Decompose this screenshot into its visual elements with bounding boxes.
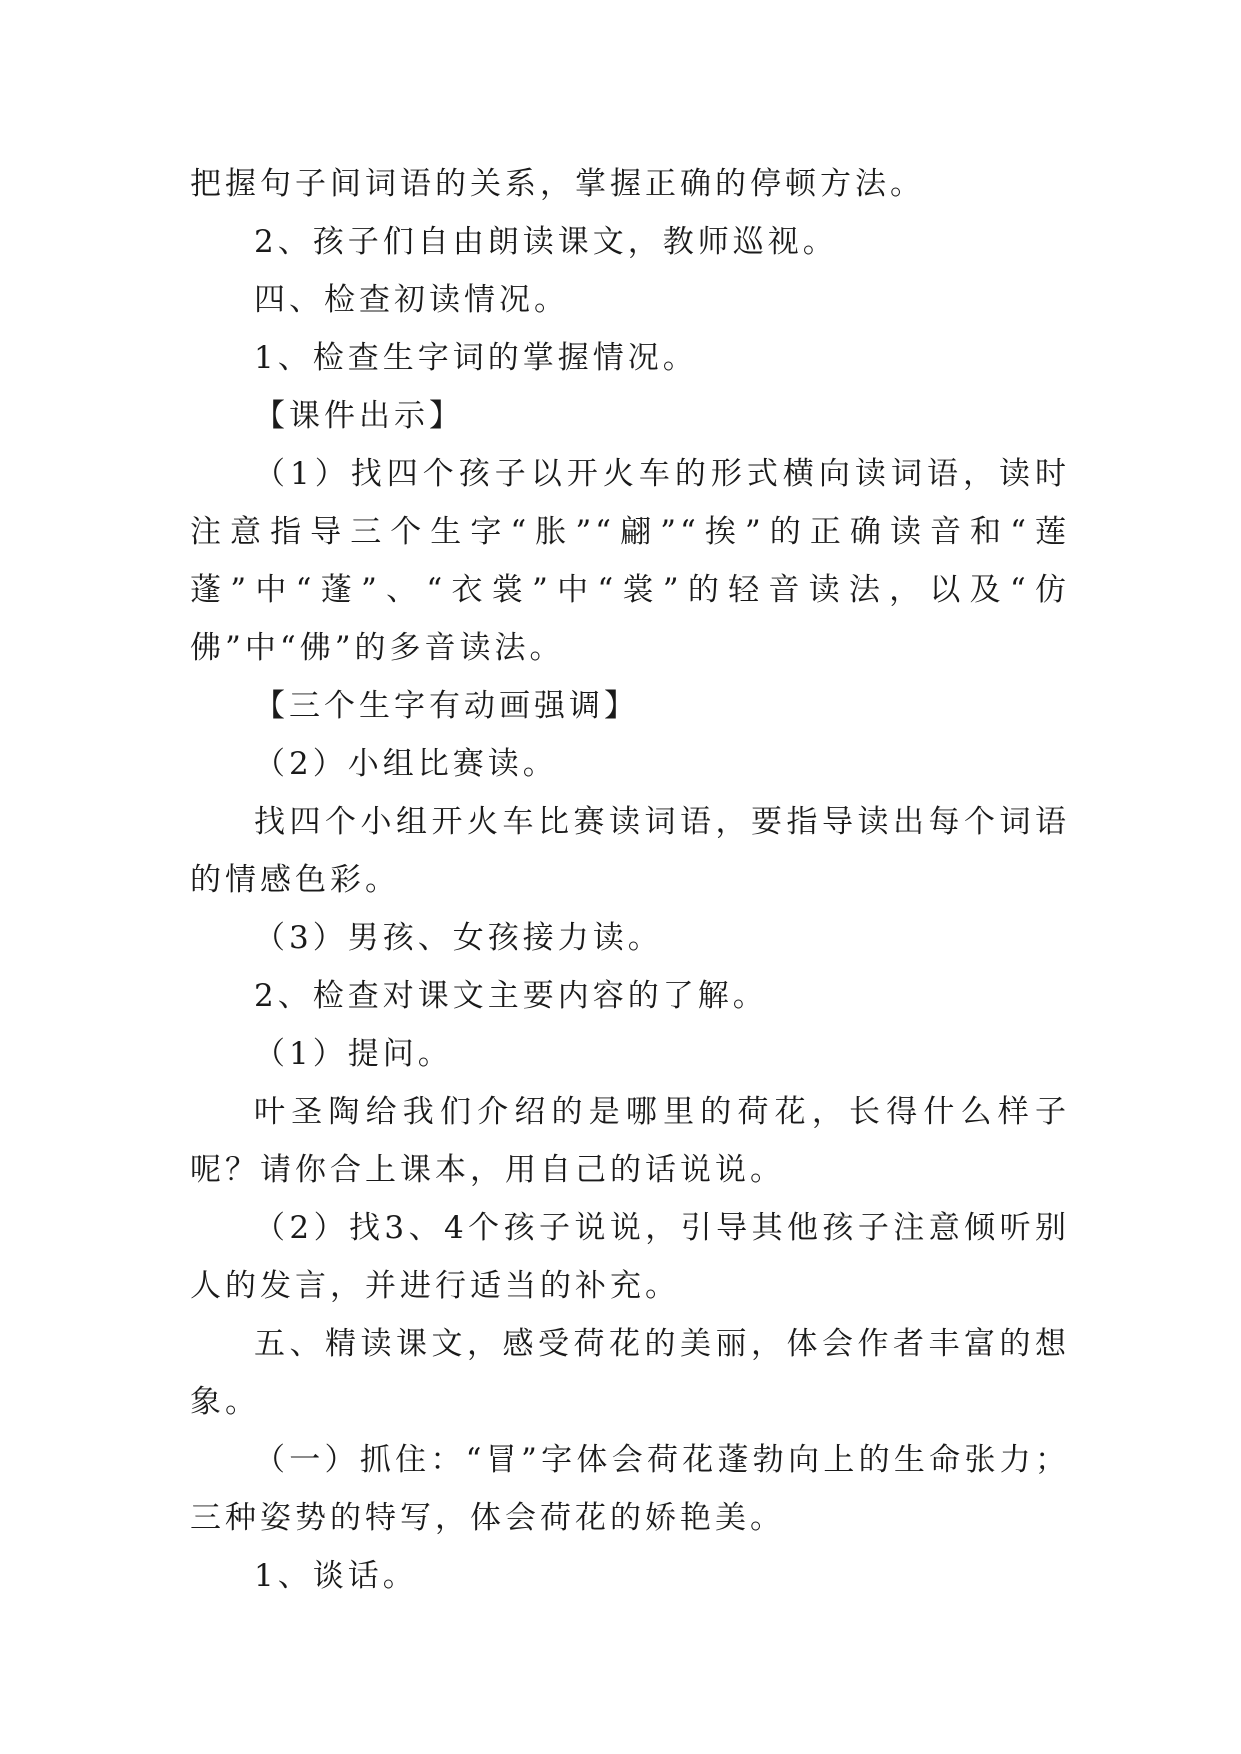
paragraph-5: 【课件出示】	[254, 398, 464, 434]
paragraph-10: （3）男孩、女孩接力读。	[254, 920, 663, 956]
paragraph-1: 把握句子间词语的关系，掌握正确的停顿方法。	[190, 166, 925, 202]
paragraph-8: （2）小组比赛读。	[254, 746, 558, 782]
paragraph-11: 2、检查对课文主要内容的了解。	[254, 978, 768, 1014]
paragraph-2: 2、孩子们自由朗读课文，教师巡视。	[254, 224, 838, 260]
document-body	[190, 155, 1070, 1605]
paragraph-13: 叶圣陶给我们介绍的是哪里的荷花，长得什么样子呢？请你合上课本，用自己的话说说。	[190, 1094, 1070, 1188]
paragraph-9: 找四个小组开火车比赛读词语，要指导读出每个词语的情感色彩。	[190, 804, 1070, 898]
paragraph-7: 【三个生字有动画强调】	[254, 688, 639, 724]
paragraph-4: 1、检查生字词的掌握情况。	[254, 340, 698, 376]
paragraph-3: 四、检查初读情况。	[254, 282, 569, 318]
paragraph-14: （2）找3、4个孩子说说，引导其他孩子注意倾听别人的发言，并进行适当的补充。	[190, 1210, 1070, 1304]
paragraph-6: （1）找四个孩子以开火车的形式横向读词语，读时注意指导三个生字“胀”“翩”“挨”的正确读音和“莲蓬”中“蓬”、“衣裳”中“裳”的轻音读法，以及“仿佛”中“佛”的多音读法。	[190, 456, 1070, 666]
paragraph-15: 五、精读课文，感受荷花的美丽，体会作者丰富的想象。	[190, 1326, 1070, 1420]
paragraph-12: （1）提问。	[254, 1036, 453, 1072]
paragraph-16: （一）抓住：“冒”字体会荷花蓬勃向上的生命张力；三种姿势的特写，体会荷花的娇艳美。	[190, 1442, 1070, 1536]
paragraph-17: 1、谈话。	[254, 1558, 418, 1594]
